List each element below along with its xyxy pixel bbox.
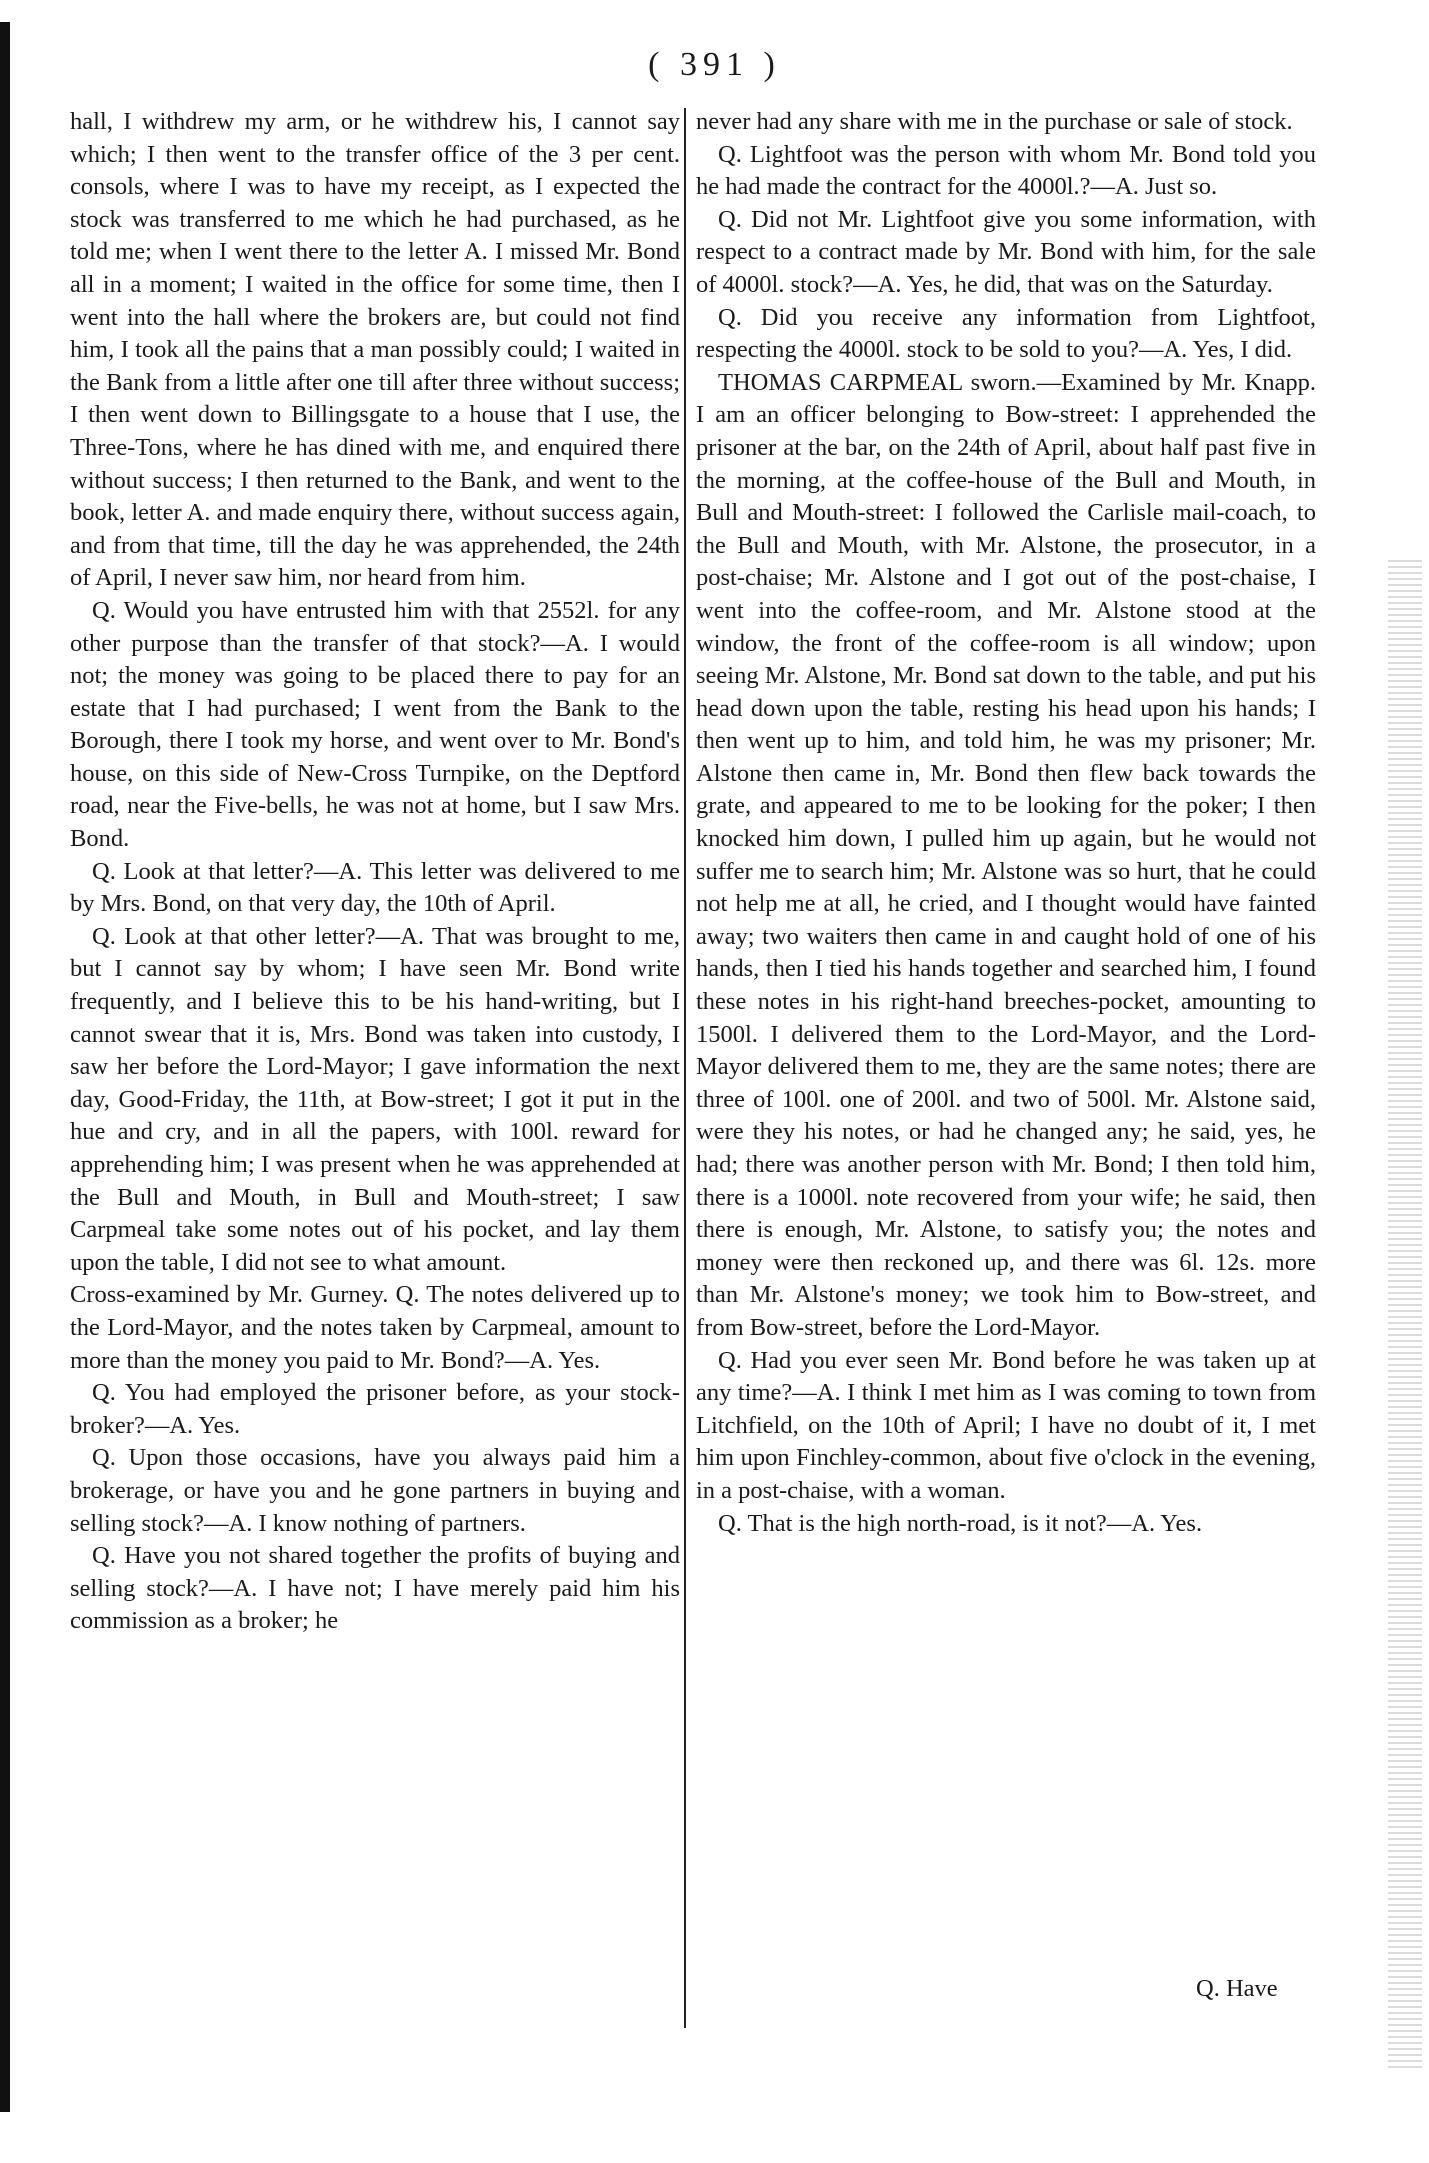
paragraph: Q. That is the high north-road, is it not?—A. Yes.: [718, 1509, 1203, 1537]
right-column: [696, 106, 1316, 1540]
paragraph: Q. Upon those occasions, have you always paid him a brokerage, or have you and he gone partners in buying and selling stock?—A. I know nothing of partners.: [70, 1444, 680, 1537]
paragraph: Q. Look at that letter?—A. This letter was delivered to me by Mrs. Bond, on that very day, the 10th of April.: [70, 857, 680, 918]
catchword: Q. Have: [1196, 1975, 1278, 2002]
paragraph: Q. Look at that other letter?—A. That was brought to me, but I cannot say by whom; I have seen Mr. Bond write frequently, and I believe this to be his hand-writing, but I cannot swear that it is, Mrs. Bond was taken into custody, I saw her before the Lord-Mayor; I gave information the next day, Good-Friday, the 11th, at Bow-street; I got it put in the hue and cry, and in all the papers, with 100l. reward for apprehending him; I was present when he was apprehended at the Bull and Mouth, in Bull and Mouth-street; I saw Carpmeal take some notes out of his pocket, and lay them upon the table, I did not see to what amount.: [70, 922, 680, 1276]
paragraph: Q. Have you not shared together the profits of buying and selling stock?—A. I have not; I have merely paid him his commission as a broker; he: [70, 1542, 680, 1635]
paragraph: Q. Did you receive any information from Lightfoot, respecting the 4000l. stock to be sold to you?—A. Yes, I did.: [696, 303, 1316, 364]
paragraph: Q. Had you ever seen Mr. Bond before he was taken up at any time?—A. I think I met him as I was coming to town from Litchfield, on the 10th of April; I have no doubt of it, I met him upon Finchley-common, about five o'clock in the evening, in a post-chaise, with a woman.: [696, 1346, 1316, 1504]
page-edge-bar: [0, 22, 10, 2112]
paragraph: THOMAS CARPMEAL sworn.—Examined by Mr. Knapp. I am an officer belonging to Bow-street: I apprehended the prisoner at the bar, on the 24th of April, about half past five in the morning, at the coffee-house of the Bull and Mouth, in Bull and Mouth-street: I followed the Carlisle mail-coach, to the Bull and Mouth, with Mr. Alstone, the prosecutor, in a post-chaise; Mr. Alstone and I got out of the post-chaise, I went into the coffee-room, and Mr. Alstone stood at the window, the front of the coffee-room is all window; upon seeing Mr. Alstone, Mr. Bond sat down to the table, and put his head down upon the table, resting his head upon his hands; I then went up to him, and told him, he was my prisoner; Mr. Alstone then came in, Mr. Bond then flew back towards the grate, and appeared to me to be looking for the poker; I then knocked him down, I pulled him up again, but he would not suffer me to search him; Mr. Alstone was so hurt, that he could not help me at all, he cried, and I thought would have fainted away; two waiters then came in and caught hold of one of his hands, then I tied his hands together and searched him, I found these notes in his right-hand breeches-pocket, amounting to 1500l. I delivered them to the Lord-Mayor, and the Lord-Mayor delivered them to me, they are the same notes; there are three of 100l. one of 200l. and two of 500l. Mr. Alstone said, were they his notes, or had he changed any; he said, yes, he had; there was another person with Mr. Bond; I then told him, there is a 1000l. note recovered from your wife; he said, then there is enough, Mr. Alstone, to satisfy you; the notes and money were then reckoned up, and there was 6l. 12s. more than Mr. Alstone's money; we took him to Bow-street, and from Bow-street, before the Lord-Mayor.: [696, 368, 1316, 1341]
paragraph: Q. Lightfoot was the person with whom Mr. Bond told you he had made the contract for the 4000l.?—A. Just so.: [696, 140, 1316, 201]
paragraph: Cross-examined by Mr. Gurney. Q. The notes delivered up to the Lord-Mayor, and the notes taken by Carpmeal, amount to more than the money you paid to Mr. Bond?—A. Yes.: [70, 1281, 680, 1374]
page-number: ( 391 ): [648, 46, 781, 83]
column-divider: [684, 108, 686, 2028]
paragraph: Q. Would you have entrusted him with that 2552l. for any other purpose than the transfer of that stock?—A. I would not; the money was going to be placed there to pay for an estate that I had purchased; I went from the Bank to the Borough, there I took my horse, and went over to Mr. Bond's house, on this side of New-Cross Turnpike, on the Deptford road, near the Five-bells, he was not at home, but I saw Mrs. Bond.: [70, 596, 680, 853]
paragraph: never had any share with me in the purchase or sale of stock.: [696, 108, 1293, 135]
paragraph: hall, I withdrew my arm, or he withdrew his, I cannot say which; I then went to the transfer office of the 3 per cent. consols, where I was to have my receipt, as I expected the stock was transferred to me which he had purchased, as he told me; when I went there to the letter A. I missed Mr. Bond all in a moment; I waited in the office for some time, then I went into the hall where the brokers are, but could not find him, I took all the pains that a man possibly could; I waited in the Bank from a little after one till after three without success; I then went down to Billingsgate to a house that I use, the Three-Tons, where he has dined with me, and enquired there without success; I then returned to the Bank, and went to the book, letter A. and made enquiry there, without success again, and from that time, till the day he was apprehended, the 24th of April, I never saw him, nor heard from him.: [70, 108, 680, 592]
page-edge-bleed: [1388, 560, 1422, 2070]
paragraph: Q. Did not Mr. Lightfoot give you some information, with respect to a contract made by Mr. Bond with him, for the sale of 4000l. stock?—A. Yes, he did, that was on the Saturday.: [696, 205, 1316, 298]
paragraph: Q. You had employed the prisoner before, as your stock-broker?—A. Yes.: [70, 1379, 680, 1439]
left-column: [70, 106, 680, 1638]
